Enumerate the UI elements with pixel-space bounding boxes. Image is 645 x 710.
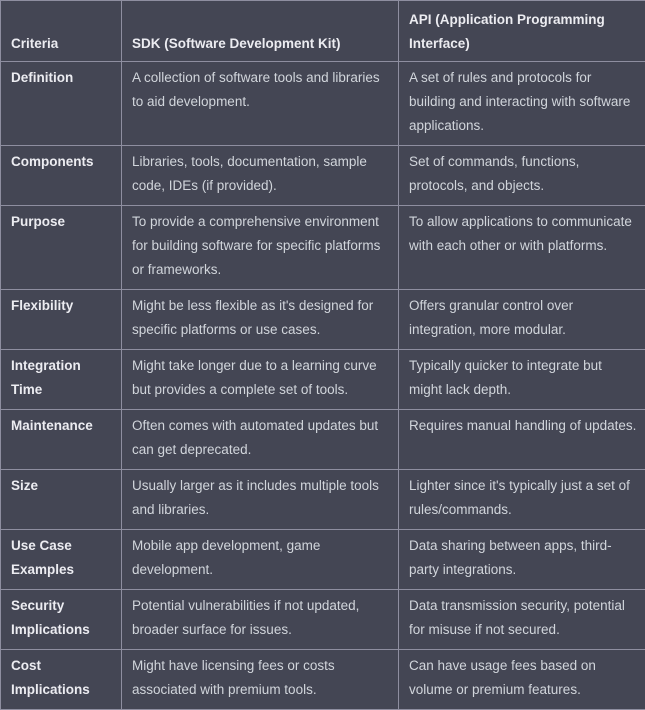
row-criteria: Integration Time bbox=[1, 350, 122, 410]
row-criteria: Security Implications bbox=[1, 590, 122, 650]
table-row bbox=[1, 290, 645, 350]
table-row bbox=[1, 470, 645, 530]
header-criteria: Criteria bbox=[1, 1, 122, 62]
row-criteria: Cost Implications bbox=[1, 650, 122, 710]
row-api-cell: Can have usage fees based on volume or premium features. bbox=[399, 650, 645, 710]
table-row bbox=[1, 530, 645, 590]
header-sdk: SDK (Software Development Kit) bbox=[122, 1, 399, 62]
table-header-row bbox=[1, 1, 645, 62]
row-sdk-cell: Often comes with automated updates but can get deprecated. bbox=[122, 410, 399, 470]
row-api-cell: Offers granular control over integration, more modular. bbox=[399, 290, 645, 350]
row-criteria: Components bbox=[1, 146, 122, 206]
header-api: API (Application Programming Interface) bbox=[399, 1, 645, 62]
row-sdk-cell: Mobile app development, game development. bbox=[122, 530, 399, 590]
row-sdk-cell: A collection of software tools and libraries to aid development. bbox=[122, 62, 399, 146]
row-criteria: Flexibility bbox=[1, 290, 122, 350]
row-sdk-cell: To provide a comprehensive environment for building software for specific platforms or frameworks. bbox=[122, 206, 399, 290]
row-api-cell: Requires manual handling of updates. bbox=[399, 410, 645, 470]
row-api-cell: Set of commands, functions, protocols, and objects. bbox=[399, 146, 645, 206]
row-sdk-cell: Might have licensing fees or costs associated with premium tools. bbox=[122, 650, 399, 710]
row-criteria: Definition bbox=[1, 62, 122, 146]
row-sdk-cell: Might be less flexible as it's designed for specific platforms or use cases. bbox=[122, 290, 399, 350]
row-sdk-cell: Might take longer due to a learning curve but provides a complete set of tools. bbox=[122, 350, 399, 410]
row-criteria: Maintenance bbox=[1, 410, 122, 470]
row-api-cell: Data transmission security, potential for misuse if not secured. bbox=[399, 590, 645, 650]
row-sdk-cell: Potential vulnerabilities if not updated, broader surface for issues. bbox=[122, 590, 399, 650]
row-api-cell: A set of rules and protocols for building and interacting with software applications. bbox=[399, 62, 645, 146]
table-row bbox=[1, 410, 645, 470]
row-api-cell: Typically quicker to integrate but might lack depth. bbox=[399, 350, 645, 410]
row-sdk-cell: Usually larger as it includes multiple tools and libraries. bbox=[122, 470, 399, 530]
row-api-cell: Lighter since it's typically just a set of rules/commands. bbox=[399, 470, 645, 530]
row-criteria: Purpose bbox=[1, 206, 122, 290]
table-row bbox=[1, 590, 645, 650]
row-api-cell: Data sharing between apps, third-party integrations. bbox=[399, 530, 645, 590]
table-row bbox=[1, 206, 645, 290]
table-row bbox=[1, 146, 645, 206]
table-row bbox=[1, 62, 645, 146]
row-criteria: Size bbox=[1, 470, 122, 530]
table-row bbox=[1, 350, 645, 410]
row-sdk-cell: Libraries, tools, documentation, sample code, IDEs (if provided). bbox=[122, 146, 399, 206]
table-row bbox=[1, 650, 645, 710]
row-criteria: Use Case Examples bbox=[1, 530, 122, 590]
row-api-cell: To allow applications to communicate with each other or with platforms. bbox=[399, 206, 645, 290]
